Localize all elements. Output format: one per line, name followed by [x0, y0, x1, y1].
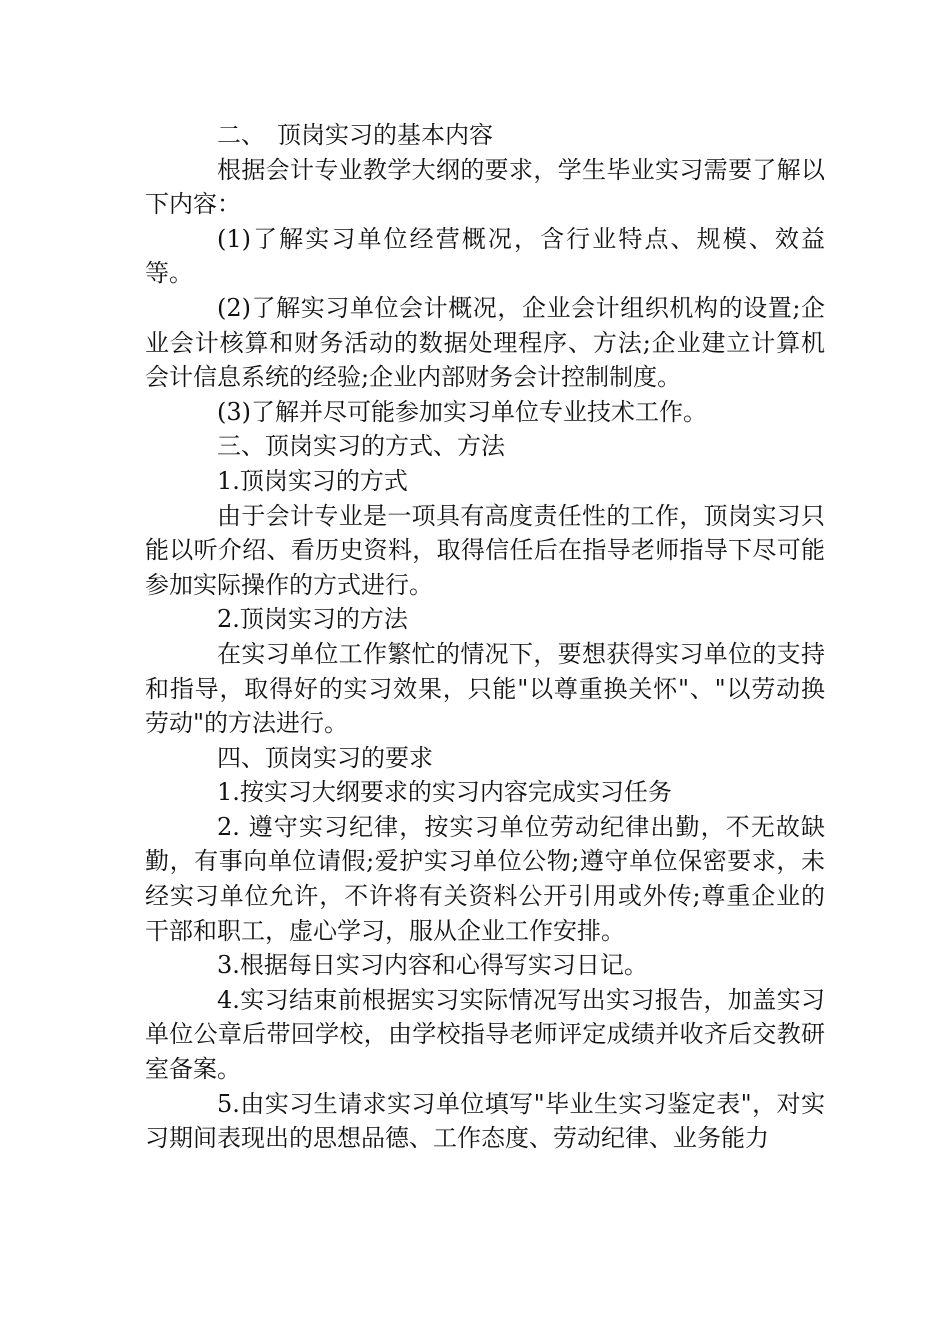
- document-body: [145, 118, 825, 1156]
- paragraph-item-1: (1)了解实习单位经营概况，含行业特点、规模、效益等。: [145, 224, 825, 288]
- requirement-5: 5.由实习生请求实习单位填写"毕业生实习鉴定表"，对实习期间表现出的思想品德、工作态度、劳动纪律、业务能力: [145, 1089, 825, 1153]
- paragraph-method-2: 在实习单位工作繁忙的情况下，要想获得实习单位的支持和指导，取得好的实习效果，只能"以尊重换关怀"、"以劳动换劳动"的方法进行。: [145, 639, 825, 738]
- paragraph-item-3: (3)了解并尽可能参加实习单位专业技术工作。: [217, 397, 707, 426]
- section-heading-basic-content: 二、 顶岗实习的基本内容: [217, 121, 493, 149]
- subheading-method-1: 1.顶岗实习的方式: [217, 466, 408, 495]
- requirement-3: 3.根据每日实习内容和心得写实习日记。: [217, 951, 648, 980]
- requirement-2: 2. 遵守实习纪律，按实习单位劳动纪律出勤，不无故缺勤，有事向单位请假;爱护实习单位公物;遵守单位保密要求，未经实习单位允许，不许将有关资料公开引用或外传;尊重企业的干部和职工，虚心学习，服从企业工作安排。: [145, 812, 825, 945]
- paragraph-method-1: 由于会计专业是一项具有高度责任性的工作，顶岗实习只能以听介绍、看历史资料，取得信任后在指导老师指导下尽可能参加实际操作的方式进行。: [145, 501, 825, 599]
- paragraph-intro: 根据会计专业教学大纲的要求，学生毕业实习需要了解以下内容：: [145, 155, 825, 219]
- requirement-4: 4.实习结束前根据实习实际情况写出实习报告，加盖实习单位公章后带回学校，由学校指导老师评定成绩并收齐后交教研室备案。: [145, 985, 825, 1084]
- paragraph-item-2: (2)了解实习单位会计概况，企业会计组织机构的设置;企业会计核算和财务活动的数据处理程序、方法;企业建立计算机会计信息系统的经验;企业内部财务会计控制制度。: [145, 293, 825, 392]
- subheading-method-2: 2.顶岗实习的方法: [217, 605, 408, 634]
- section-heading-methods: 三、顶岗实习的方式、方法: [217, 432, 505, 461]
- requirement-1: 1.按实习大纲要求的实习内容完成实习任务: [217, 778, 672, 807]
- section-heading-requirements: 四、顶岗实习的要求: [217, 743, 433, 772]
